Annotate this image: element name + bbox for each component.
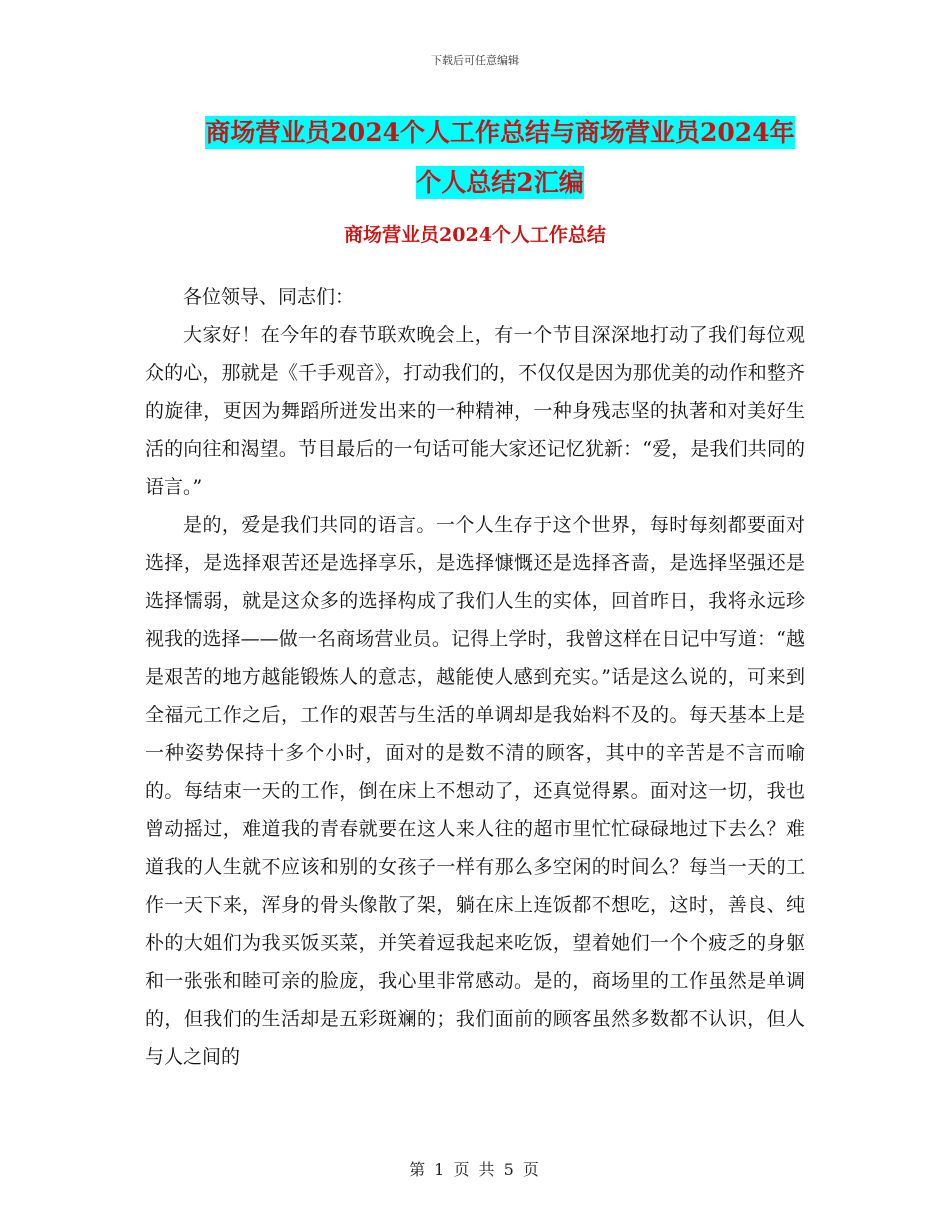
header-note: 下载后可任意编辑 (431, 54, 519, 67)
document-title-line-1: 商场营业员2024个人工作总结与商场营业员2024年 (205, 118, 795, 147)
section-title: 商场营业员2024个人工作总结 (344, 224, 606, 246)
paragraph-greeting: 各位领导、同志们： (183, 286, 355, 308)
paragraph-2: 是的，爱是我们共同的语言。一个人生存于这个世界，每时每刻都要面对选择，是选择艰苦还是选择享乐，是选择慷慨还是选择吝啬，是选择坚强还是选择懦弱，就是这众多的选择构成了我们人生的实体，回首昨日，我将永远珍视我的选择——做一名商场营业员。记得上学时，我曾这样在日记中写道：“越是艰苦的地方越能锻炼人的意志，越能使人感到充实。”话是这么说的，可来到全福元工作之后，工作的艰苦与生活的单调却是我始料不及的。每天基本上是一种姿势保持十多个小时，面对的是数不清的顾客，其中的辛苦是不言而喻的。每结束一天的工作，倒在床上不想动了，还真觉得累。面对这一切，我也曾动摇过，难道我的青春就要在这人来人往的超市里忙忙碌碌地过下去么？难道我的人生就不应该和别的女孩子一样有那么多空闲的时间么？每当一天的工作一天下来，浑身的骨头像散了架，躺在床上连饭都不想吃，这时，善良、纯朴的大姐们为我买饭买菜，并笑着逗我起来吃饭，望着她们一个个疲乏的身躯和一张张和睦可亲的脸庞，我心里非常感动。是的，商场里的工作虽然是单调的，但我们的生活却是五彩斑斓的；我们面前的顾客虽然多数都不认识，但人与人之间的 (145, 514, 805, 1068)
document-title (140, 108, 860, 208)
document-title-line-2: 个人总结2汇编 (416, 168, 584, 197)
paragraph-1: 大家好！在今年的春节联欢晚会上，有一个节目深深地打动了我们每位观众的心，那就是《千手观音》，打动我们的，不仅仅是因为那优美的动作和整齐的旋律，更因为舞蹈所迸发出来的一种精神，一种身残志坚的执著和对美好生活的向往和渴望。节目最后的一句话可能大家还记忆犹新：“爱，是我们共同的语言。” (145, 324, 805, 498)
body-text (145, 278, 805, 1076)
page-footer: 第 1 页 共 5 页 (409, 1160, 541, 1179)
